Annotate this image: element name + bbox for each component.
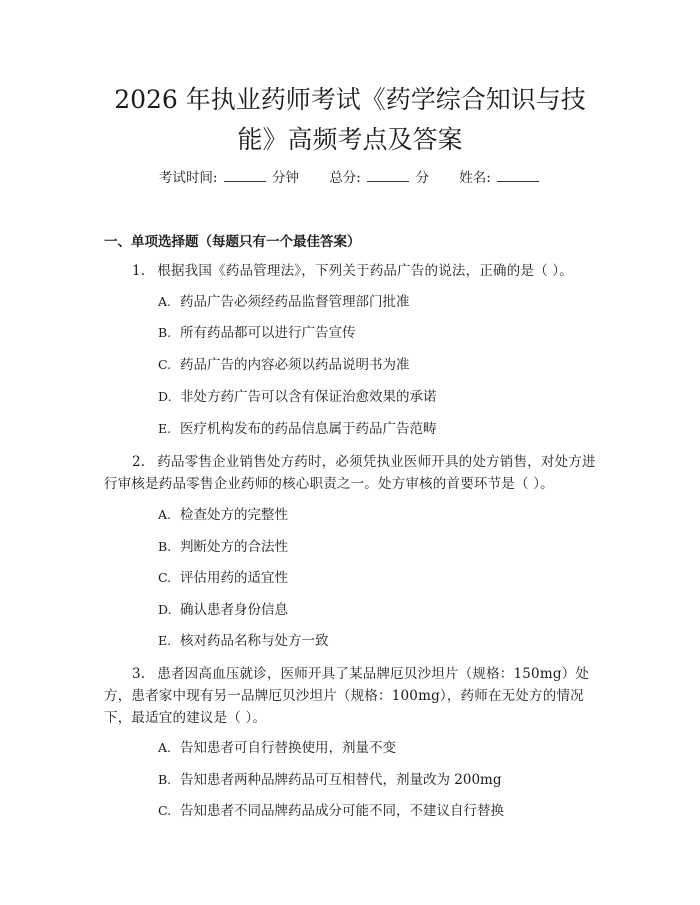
- time-label: 考试时间:: [158, 170, 218, 186]
- question-number: 3.: [132, 666, 146, 682]
- question-3: [104, 663, 604, 729]
- title-line-1: 2026 年执业药师考试《药学综合知识与技: [114, 85, 586, 114]
- option-letter: C.: [158, 357, 172, 372]
- question-text: 根据我国《药品管理法》，下列关于药品广告的说法，正确的是（ ）。: [157, 263, 573, 279]
- option-item[interactable]: [158, 568, 598, 588]
- score-label: 总分:: [329, 170, 361, 186]
- question-number: 2.: [132, 454, 146, 470]
- name-blank[interactable]: [497, 167, 539, 182]
- option-letter: D.: [158, 602, 172, 617]
- option-letter: B.: [158, 772, 172, 787]
- option-letter: E.: [158, 421, 172, 436]
- option-item[interactable]: [158, 600, 598, 620]
- time-blank[interactable]: [224, 167, 266, 182]
- option-text: 确认患者身份信息: [180, 602, 288, 618]
- score-blank[interactable]: [367, 167, 409, 182]
- option-item[interactable]: [158, 770, 598, 790]
- question-number: 1.: [132, 263, 146, 279]
- option-item[interactable]: [158, 419, 598, 439]
- document-title: [60, 80, 640, 160]
- option-item[interactable]: [158, 292, 598, 312]
- option-letter: A.: [158, 507, 172, 522]
- option-item[interactable]: [158, 631, 598, 651]
- option-text: 告知患者可自行替换使用，剂量不变: [180, 740, 396, 756]
- option-item[interactable]: [158, 537, 598, 557]
- time-unit: 分钟: [272, 170, 300, 186]
- question-2: [104, 451, 604, 495]
- option-item[interactable]: [158, 355, 598, 375]
- option-letter: C.: [158, 803, 172, 818]
- option-text: 医疗机构发布的药品信息属于药品广告范畴: [180, 421, 437, 437]
- option-text: 非处方药广告可以含有保证治愈效果的承诺: [180, 389, 437, 405]
- option-text: 评估用药的适宜性: [180, 570, 288, 586]
- option-text: 所有药品都可以进行广告宣传: [180, 325, 356, 341]
- option-letter: B.: [158, 325, 172, 340]
- option-text: 药品广告必须经药品监督管理部门批准: [180, 294, 410, 310]
- option-text: 药品广告的内容必须以药品说明书为准: [180, 357, 410, 373]
- question-1: [104, 260, 604, 282]
- exam-meta: [0, 167, 700, 188]
- name-field: [459, 167, 541, 188]
- section-title: 一、单项选择题（每题只有一个最佳答案）: [104, 234, 361, 250]
- score-unit: 分: [415, 170, 429, 186]
- score-field: [329, 167, 429, 188]
- option-item[interactable]: [158, 738, 598, 758]
- option-letter: B.: [158, 539, 172, 554]
- time-field: [159, 167, 299, 188]
- option-item[interactable]: [158, 387, 598, 407]
- option-letter: A.: [158, 740, 172, 755]
- option-item[interactable]: [158, 505, 598, 525]
- question-text: 药品零售企业销售处方药时，必须凭执业医师开具的处方销售，对处方进行审核是药品零售企业药师的核心职责之一。处方审核的首要环节是（ ）。: [104, 454, 596, 492]
- option-item[interactable]: [158, 323, 598, 343]
- option-item[interactable]: [158, 801, 598, 821]
- option-text: 核对药品名称与处方一致: [180, 633, 329, 649]
- option-text: 检查处方的完整性: [180, 507, 288, 523]
- question-text: 患者因高血压就诊，医师开具了某品牌厄贝沙坦片（规格：150mg）处方，患者家中现有另一品牌厄贝沙坦片（规格：100mg），药师在无处方的情况下，最适宜的建议是（ ）。: [104, 666, 590, 726]
- option-text: 判断处方的合法性: [180, 539, 288, 555]
- option-letter: C.: [158, 570, 172, 585]
- option-letter: A.: [158, 294, 172, 309]
- name-label: 姓名:: [459, 170, 491, 186]
- option-letter: D.: [158, 389, 172, 404]
- title-line-2: 能》高频考点及答案: [237, 125, 463, 154]
- option-text: 告知患者两种品牌药品可互相替代，剂量改为 200mg: [180, 772, 502, 788]
- option-letter: E.: [158, 633, 172, 648]
- option-text: 告知患者不同品牌药品成分可能不同，不建议自行替换: [180, 803, 504, 819]
